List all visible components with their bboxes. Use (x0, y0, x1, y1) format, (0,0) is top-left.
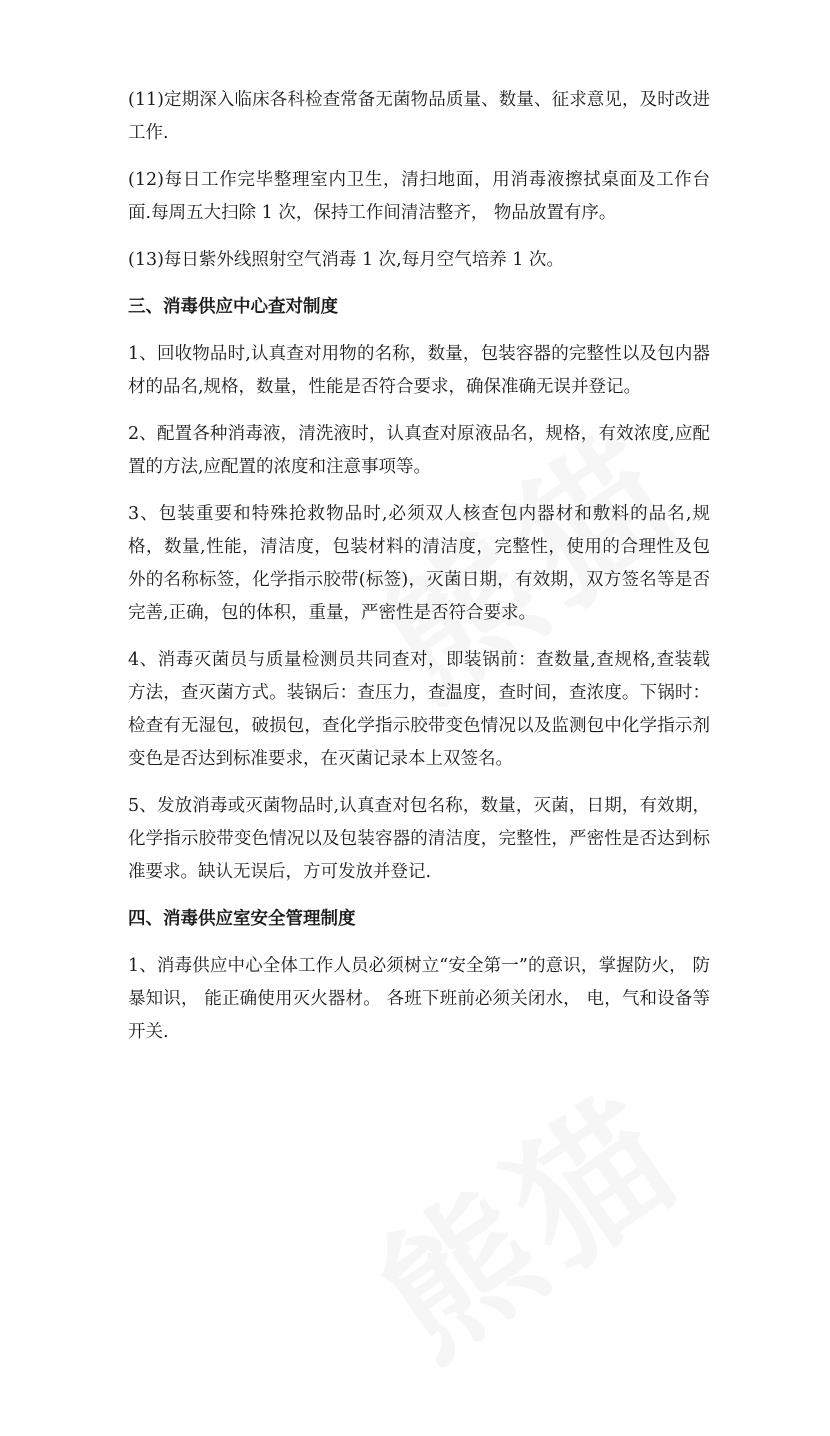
watermark (330, 1220, 650, 1436)
paragraph-11: (11)定期深入临床各科检查常备无菌物品质量、数量、征求意见，及时改进工作. (128, 90, 710, 143)
section-heading-3: 三、消毒供应中心查对制度 (128, 297, 338, 317)
check-rule-1: 1、回收物品时,认真查对用物的名称，数量，包装容器的完整性以及包内器材的品名,规格，数量，性能是否符合要求，确保准确无误并登记。 (128, 344, 710, 397)
check-rule-4: 4、消毒灭菌员与质量检测员共同查对，即装锅前：查数量,查规格,查装载方法，查灭菌方式。装锅后：查压力，查温度，查时间，查浓度。下锅时：检查有无湿包，破损包，查化学指示胶带变色情况以及监测包中化学指示剂变色是否达到标准要求，在灭菌记录本上双签名。 (128, 650, 710, 769)
check-rule-3: 3、包装重要和特殊抢救物品时,必须双人核查包内器材和敷料的品名,规格，数量,性能，清洁度，包装材料的清洁度，完整性，使用的合理性及包外的名称标签，化学指示胶带(标签)，灭菌日期，有效期，双方签名等是否完善,正确，包的体积，重量，严密性是否符合要求。 (128, 504, 710, 623)
paragraph-13: (13)每日紫外线照射空气消毒 1 次,每月空气培养 1 次。 (128, 250, 565, 270)
document-body (128, 84, 710, 1063)
paragraph-12: (12)每日工作完毕整理室内卫生，清扫地面，用消毒液擦拭桌面及工作台面.每周五大扫除 1 次，保持工作间清洁整齐， 物品放置有序。 (128, 170, 710, 223)
check-rule-5: 5、发放消毒或灭菌物品时,认真查对包名称，数量，灭菌，日期，有效期，化学指示胶带变色情况以及包装容器的清洁度，完整性，严密性是否达到标准要求。缺认无误后，方可发放并登记. (128, 796, 710, 882)
safety-rule-1: 1、消毒供应中心全体工作人员必须树立“安全第一”的意识，掌握防火， 防暴知识， 能正确使用灭火器材。 各班下班前必须关闭水， 电，气和设备等开关. (128, 956, 710, 1042)
section-heading-4: 四、消毒供应室安全管理制度 (128, 909, 356, 929)
check-rule-2: 2、配置各种消毒液，清洗液时，认真查对原液品名，规格，有效浓度,应配置的方法,应配置的浓度和注意事项等。 (128, 424, 710, 477)
